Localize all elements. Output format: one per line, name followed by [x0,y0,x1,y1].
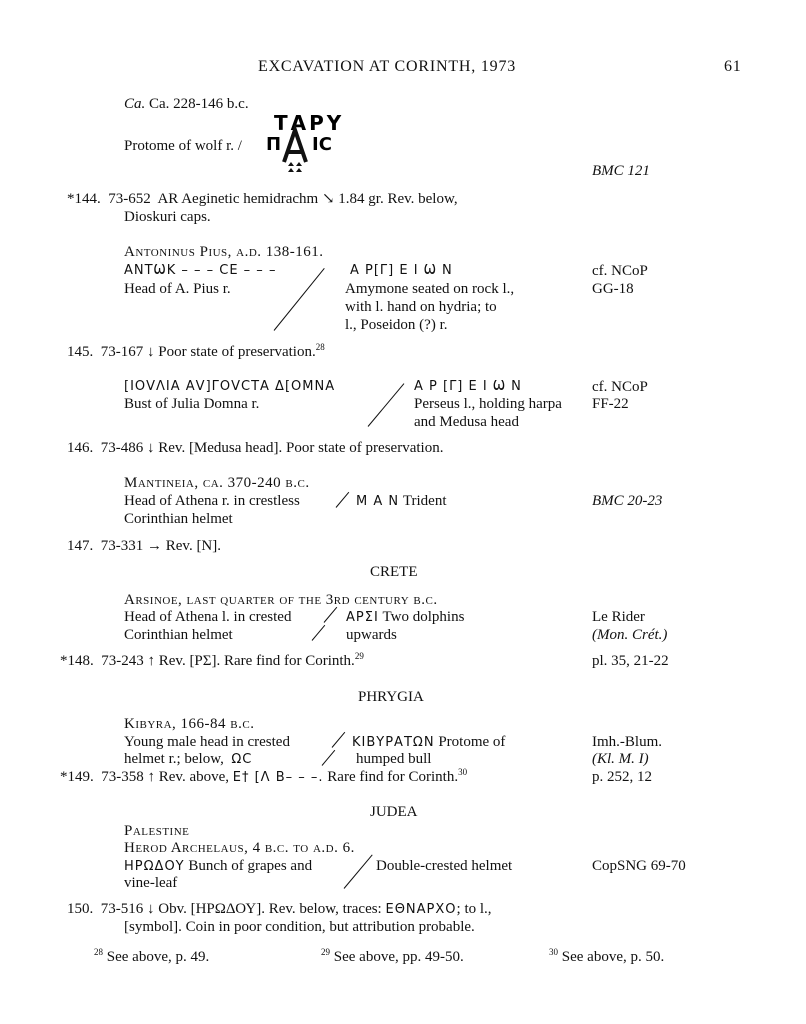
footnote-ref-29: 29 [354,651,364,661]
monogram-line1: ΤΑΡΥ [274,111,345,135]
entry-150-text1b: ; to l., [456,901,492,917]
monogram-line2-left: Π [266,134,282,155]
crete-obv-line2: Corinthian helmet [124,627,233,643]
entry-146 [67,439,443,457]
mantineia-obv-line2: Corinthian helmet [124,511,233,527]
phrygia-obv-line1: Young male head in crested [124,734,290,750]
divider-slash [274,268,325,331]
footnote-text: See above, pp. 49-50. [333,949,464,965]
julia-rev-legend: Α Ρ [Γ] Ε Ι Ѡ Ν [414,379,522,394]
phrygia-ref2: (Kl. M. I) [592,751,649,767]
judea-ref: CopSNG 69-70 [592,858,686,874]
crete-obv-line1: Head of Athena l. in crested [124,609,292,625]
footnote-ref-30: 30 [458,767,468,777]
section-phrygia: PHRYGIA [358,689,424,705]
monogram-line2-right: ΙC [312,134,332,155]
divider-slash [368,383,405,427]
entry-145-inv: 73-167 [100,344,144,360]
entry-147 [67,537,221,555]
antoninus-rev-line2: with l. hand on hydria; to [345,299,497,315]
crete-rev-desc1: Two dolphins [382,609,465,625]
entry-148-text: ↑ Rev. [ΡΣ]. Rare find for Corinth. [147,653,355,669]
dioskuri-caps-icon [288,162,302,172]
antoninus-rev-line3: l., Poseidon (?) r. [345,317,448,333]
crete-rev-line2: upwards [346,627,397,643]
footnote-28 [94,948,209,966]
entry-145-text: ↓ Poor state of preservation. [147,344,316,360]
entry-149-text2: Rare find for Corinth. [327,769,459,785]
crete-rev-line1 [346,608,464,627]
footnote-30 [549,948,664,966]
entry-149 [60,768,467,787]
tarentum-date-text: Ca. 228-146 b.c. [149,96,249,112]
judea-region: Palestine [124,823,190,839]
judea-rev: Double-crested helmet [376,858,513,874]
phrygia-heading: Kibyra, 166-84 b.c. [124,716,255,732]
page-number: 61 [724,58,742,75]
entry-149-num: *149. [60,769,94,785]
julia-ref2: FF-22 [592,396,629,412]
entry-149-text1: ↑ Rev. above, [147,769,230,785]
entry-144-line2: Dioskuri caps. [124,209,211,225]
entry-146-inv: 73-486 [100,440,144,456]
entry-147-inv: 73-331 [100,538,144,554]
footnote-num: 28 [94,947,103,957]
phrygia-obv-line2 [124,750,252,769]
divider-slash [336,492,350,508]
phrygia-rev-desc1: Protome of [438,734,506,750]
crete-ref1: Le Rider [592,609,645,625]
phrygia-rev-legend: ΚΙΒΥΡΑΤΩΝ [352,735,435,750]
tarentum-date: Ca. Ca. 228-146 b.c. [124,96,249,112]
entry-148-inv: 73-243 [101,653,144,669]
entry-145-num: 145. [67,344,94,360]
tarentum-obverse: Protome of wolf r. / [124,138,242,154]
antoninus-obv-legend: ΑΝΤѠΚ – – – CE – – – [124,263,277,278]
julia-rev-line1: Perseus l., holding harpa [414,396,562,412]
entry-144-text: AR Aeginetic hemidrachm ↘ 1.84 gr. Rev. below, [157,191,458,207]
mantineia-rev-legend: Μ Α Ν [356,494,400,509]
crete-rev-legend: ΑΡΣΙ [346,610,379,625]
phrygia-ref1: Imh.-Blum. [592,734,662,750]
mantineia-rev-desc: Trident [402,493,447,509]
entry-150-text1: ↓ Obv. [ΗΡΩΔΟΥ]. Rev. below, traces: [147,901,382,917]
antoninus-ref1: cf. NCoP [592,263,648,279]
divider-slash [332,732,346,748]
antoninus-obv-desc: Head of A. Pius r. [124,281,231,297]
section-crete: CRETE [370,564,418,580]
tarentum-ref: BMC 121 [592,163,650,179]
phrygia-obv-line2-text: helmet r.; below, [124,751,224,767]
footnote-29 [321,948,464,966]
footnote-text: See above, p. 50. [561,949,665,965]
antoninus-heading: Antoninus Pius, a.d. 138-161. [124,244,324,260]
phrygia-rev-line2: humped bull [356,751,432,767]
mantineia-heading: Mantineia, ca. 370-240 b.c. [124,475,310,491]
running-title: EXCAVATION AT CORINTH, 1973 [258,58,517,75]
entry-144-inv: 73-652 [108,191,151,207]
footnote-num: 30 [549,947,558,957]
entry-150-line2: [symbol]. Coin in poor condition, but attribution probable. [124,919,475,935]
entry-150-num: 150. [67,901,94,917]
entry-144-line1 [67,190,458,208]
mantineia-rev [356,492,446,511]
tarentum-monogram [262,110,352,180]
entry-149-inv: 73-358 [101,769,144,785]
entry-149-legend: Ε† [Λ Β– – –. [232,770,324,785]
entry-148-num: *148. [60,653,94,669]
footnote-text: See above, p. 49. [106,949,210,965]
entry-148 [60,652,364,670]
julia-obv-legend: [ΙΟVΛΙΑ ΑV]ΓΟVCΤΑ Δ[ΟΜΝΑ [124,379,336,394]
mantineia-ref: BMC 20-23 [592,493,663,509]
judea-obv-legend: ΗΡΩΔΟΥ [124,859,185,874]
entry-146-num: 146. [67,440,94,456]
phrygia-ref3: p. 252, 12 [592,769,652,785]
antoninus-ref2: GG-18 [592,281,634,297]
entry-145 [67,343,325,361]
judea-obv-line2: vine-leaf [124,875,178,891]
entry-146-text: ↓ Rev. [Medusa head]. Poor state of preservation. [147,440,444,456]
divider-slash [324,607,338,623]
judea-heading: Herod Archelaus, 4 b.c. to a.d. 6. [124,840,355,856]
crete-heading: Arsinoe, last quarter of the 3rd century b.c. [124,592,438,608]
entry-148-ref: pl. 35, 21-22 [592,653,669,669]
julia-obv-desc: Bust of Julia Domna r. [124,396,260,412]
phrygia-obv-legend: ΩC [231,752,253,767]
divider-slash [344,854,373,888]
julia-rev-line2: and Medusa head [414,414,519,430]
entry-147-num: 147. [67,538,94,554]
footnote-num: 29 [321,947,330,957]
entry-150-legend: ΕΘΝΑΡΧΟ [385,902,457,917]
crete-ref2: (Mon. Crét.) [592,627,668,643]
section-judea: JUDEA [370,804,418,820]
divider-slash [312,625,326,641]
entry-144-num: *144. [67,191,101,207]
judea-obv-desc1: Bunch of grapes and [188,858,313,874]
entry-150-line1 [67,900,492,919]
footnote-ref-28: 28 [315,342,325,352]
divider-slash [322,750,336,766]
entry-147-text: → Rev. [N]. [147,538,222,554]
entry-150-inv: 73-516 [100,901,144,917]
antoninus-rev-line1: Amymone seated on rock l., [345,281,515,297]
mantineia-obv-line1: Head of Athena r. in crestless [124,493,300,509]
antoninus-rev-legend: Α Ρ[Γ] Ε Ι Ѡ Ν [350,263,453,278]
julia-ref1: cf. NCoP [592,379,648,395]
